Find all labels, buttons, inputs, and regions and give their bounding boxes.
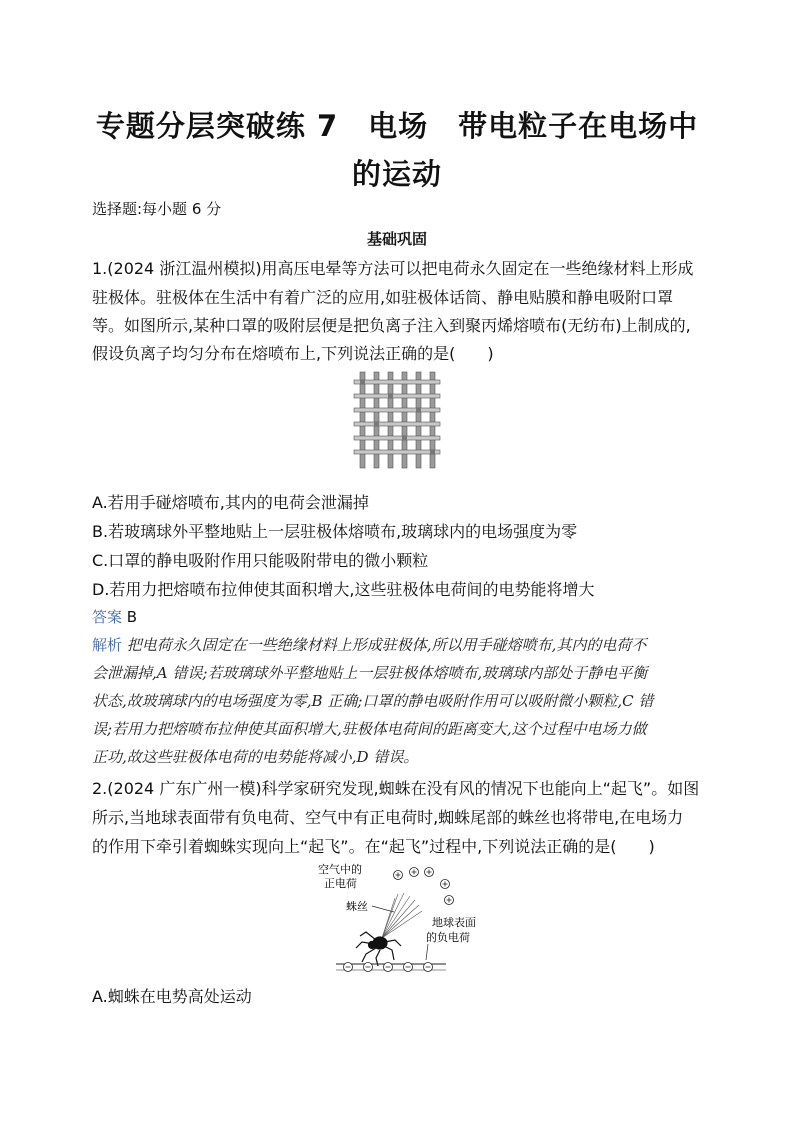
instruction: 选择题:每小题 6 分	[92, 200, 222, 218]
q1-option-c: C.口罩的静电吸附作用只能吸附带电的微小颗粒	[92, 551, 429, 570]
q1-stem-line: 1.(2024 浙江温州模拟)用高压电晕等方法可以把电荷永久固定在一些绝缘材料上形成	[92, 259, 694, 278]
spider-icon	[356, 932, 401, 966]
q1-option-d: D.若用力把熔喷布拉伸使其面积增大,这些驻极体电荷间的电势能将增大	[92, 580, 595, 599]
q1-explanation-line: 解析 把电荷永久固定在一些绝缘材料上形成驻极体,所以用手碰熔喷布,其内的电荷不	[92, 636, 647, 654]
q1-option-b: B.若玻璃球外平整地贴上一层驻极体熔喷布,玻璃球内的电场强度为零	[92, 522, 578, 541]
page-title-line1: 专题分层突破练 7 电场 带电粒子在电场中	[95, 109, 699, 143]
q1-stem-line: 假设负离子均匀分布在熔喷布上,下列说法正确的是( )	[92, 344, 494, 363]
label-silk: 蛛丝	[346, 900, 368, 913]
spider-figure	[310, 860, 490, 978]
label-air-charge: 正电荷	[324, 877, 357, 890]
q2-stem-line: 的作用下牵引着蜘蛛实现向上“起飞”。在“起飞”过程中,下列说法正确的是( )	[92, 837, 655, 856]
section-heading: 基础巩固	[366, 230, 427, 248]
q1-stem-line: 等。如图所示,某种口罩的吸附层便是把负离子注入到聚丙烯熔喷布(无纺布)上制成的,	[92, 316, 691, 335]
q1-stem-line: 驻极体。驻极体在生活中有着广泛的应用,如驻极体话筒、静电贴膜和静电吸附口罩	[92, 288, 674, 307]
answer-label: 答案	[92, 608, 123, 626]
meltblown-fabric-figure	[352, 370, 444, 472]
answer-value: B	[126, 608, 138, 626]
q1-option-a: A.若用手碰熔喷布,其内的电荷会泄漏掉	[92, 493, 369, 512]
mesh-horizontal-fibers	[354, 380, 440, 454]
label-air-charge: 空气中的	[318, 863, 362, 876]
label-earth-charge: 的负电荷	[426, 931, 470, 944]
q1-explanation-line: 正功,故这些驻极体电荷的电势能将减小,D 错误。	[92, 748, 419, 766]
positive-charge-icon	[394, 868, 454, 905]
q1-explanation-line: 状态,故玻璃球内的电场强度为零,B 正确;口罩的静电吸附作用可以吸附微小颗粒,C 错	[92, 692, 654, 710]
q1-explanation-line: 误;若用力把熔喷布拉伸使其面积增大,驻极体电荷间的距离变大,这个过程中电场力做	[92, 720, 647, 738]
q2-option-a: A.蜘蛛在电势高处运动	[92, 987, 252, 1006]
label-earth-charge: 地球表面	[432, 916, 476, 929]
q2-stem-line: 2.(2024 广东广州一模)科学家研究发现,蜘蛛在没有风的情况下也能向上“起飞”。如图	[92, 779, 700, 798]
explanation-label: 解析	[92, 636, 123, 654]
spider-silk	[382, 893, 422, 938]
q1-answer	[92, 606, 137, 627]
q2-stem-line: 所示,当地球表面带有负电荷、空气中有正电荷时,蜘蛛尾部的蛛丝也将带电,在电场力	[92, 808, 684, 827]
q1-explanation-line: 会泄漏掉,A 错误;若玻璃球外平整地贴上一层驻极体熔喷布,玻璃球内部处于静电平衡	[92, 664, 648, 682]
page-title-line2: 的运动	[351, 157, 442, 191]
